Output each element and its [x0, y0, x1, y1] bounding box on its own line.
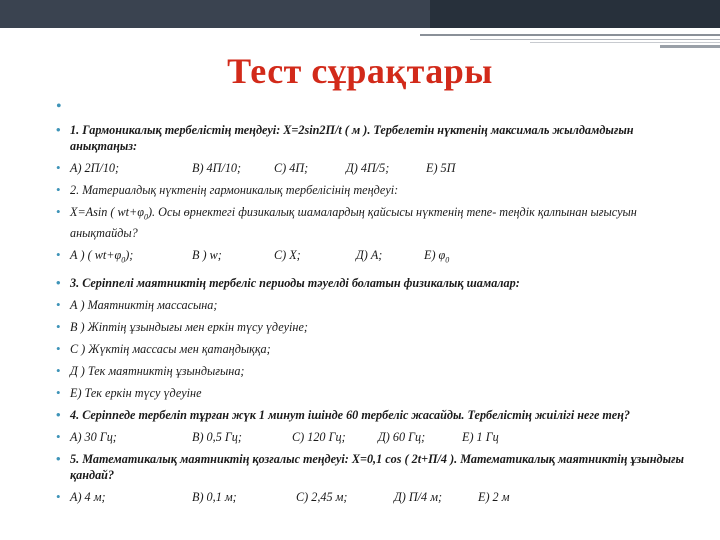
- question-2: • 2. Материалдық нүктенің гармоникалық тербелісінің теңдеуі:: [58, 182, 698, 198]
- header-tab-right: [430, 0, 720, 28]
- answers-1: [58, 160, 698, 176]
- formula-prefix: X=Asin ( wt+φ: [70, 205, 144, 219]
- option-d: Д) 60 Гц;: [378, 429, 426, 444]
- question-list: [58, 100, 698, 511]
- header-line: [530, 42, 720, 43]
- option-d: Д) 4П/5;: [346, 161, 390, 175]
- header-decor-lines: [390, 28, 720, 50]
- bullet-empty: [58, 100, 698, 116]
- header-line: [420, 34, 720, 36]
- option-b: В ) w;: [192, 248, 222, 263]
- option-e-text: Е) φ: [424, 248, 446, 263]
- slide-title: Тест сұрақтары: [227, 51, 493, 91]
- option-a-text: А ) ( wt+φ: [70, 248, 122, 263]
- answers-4: [58, 429, 698, 445]
- option-c: С) 4П;: [274, 161, 309, 175]
- option-b: В) 4П/10;: [192, 161, 242, 175]
- option-a: А) 2П/10;: [70, 161, 120, 175]
- option-a: А) 4 м;: [70, 489, 106, 504]
- answer-3d: • Д ) Тек маятниктің ұзындығына;: [58, 363, 698, 379]
- answers-5: [58, 489, 698, 505]
- header-band: [0, 0, 720, 28]
- option-b: В) 0,1 м;: [192, 489, 237, 504]
- question-2-formula: [58, 204, 698, 241]
- header-line: [470, 39, 720, 40]
- option-c: С) X;: [274, 248, 301, 263]
- option-a: [70, 247, 192, 268]
- question-5: • 5. Математикалық маятниктің қозғалыс теңдеуі: X=0,1 cos ( 2t+П/4 ). Математикалық маятниктің ұзындығы қандай?: [58, 451, 698, 483]
- formula-subscript: 0: [143, 212, 148, 222]
- answer-3a: • А ) Маятниктің массасына;: [58, 297, 698, 313]
- answers-2: [58, 247, 698, 268]
- header-tab-left: [0, 0, 430, 28]
- question-3: • 3. Серіппелі маятниктің тербеліс периоды тәуелді болатын физикалық шамалар:: [58, 275, 698, 291]
- formula-suffix: ). Осы өрнектегі физикалық шамалардың қайсысы нүктенің тепе- теңдік қалпынан ығысуын анықтайды?: [70, 205, 637, 241]
- option-e: Е) 2 м: [478, 489, 510, 504]
- option-e: Е) 1 Гц: [462, 429, 499, 444]
- option-a: А) 30 Гц;: [70, 429, 117, 444]
- option-d: Д) А;: [356, 248, 383, 263]
- answer-3b: • В ) Жіптің ұзындығы мен еркін түсу үдеуіне;: [58, 319, 698, 335]
- option-d: Д) П/4 м;: [394, 489, 443, 504]
- option-c: С) 120 Гц;: [292, 429, 346, 444]
- question-1: • 1. Гармоникалық тербелістің теңдеуі: X=2sin2П/t ( м ). Тербелетін нүктенің максималь жылдамдығын анықтаңыз:: [58, 122, 698, 154]
- answer-3e: • Е) Тек еркін түсу үдеуіне: [58, 385, 698, 401]
- answer-3c: • С ) Жүктің массасы мен қатаңдыққа;: [58, 341, 698, 357]
- option-e-subscript: 0: [445, 255, 450, 265]
- option-a-subscript: 0: [121, 255, 126, 265]
- option-a-suffix: );: [125, 248, 134, 263]
- question-4: • 4. Серіппеде тербеліп тұрған жүк 1 минут ішінде 60 тербеліс жасайды. Тербелістің жиілігі неге тең?: [58, 407, 698, 423]
- header-line: [660, 45, 720, 48]
- option-b: В) 0,5 Гц;: [192, 429, 242, 444]
- option-e: Е) 5П: [426, 161, 456, 175]
- option-e: [424, 247, 449, 268]
- option-c: С) 2,45 м;: [296, 489, 348, 504]
